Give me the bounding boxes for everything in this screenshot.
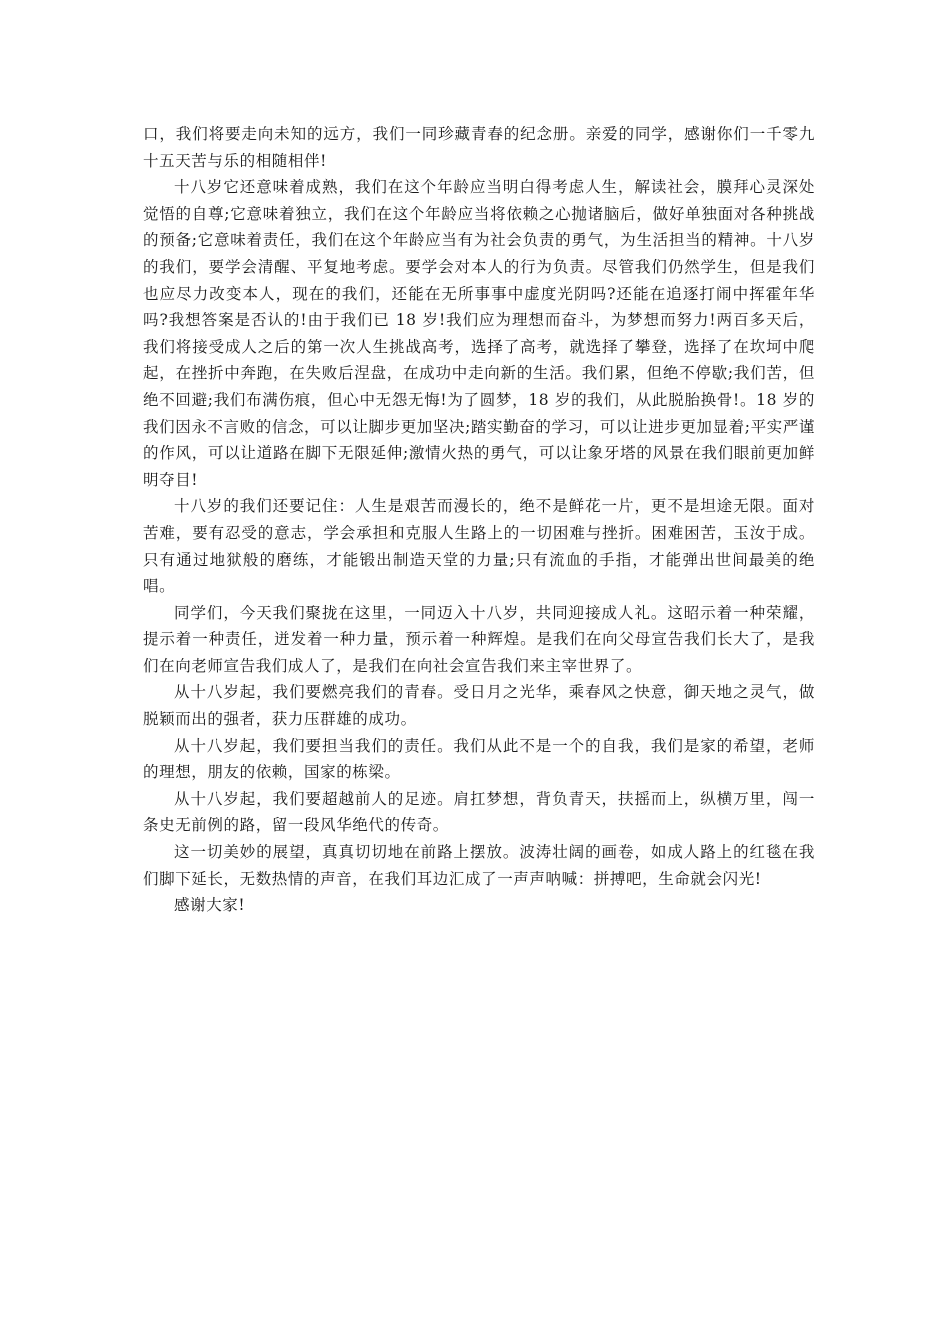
paragraph-maturity: 十八岁它还意味着成熟，我们在这个年龄应当明白得考虑人生，解读社会，膜拜心灵深处觉悟的自尊;它意味着独立，我们在这个年龄应当将依赖之心抛诸脑后，做好单独面对各种挑战的预备;它意味着责任，我们在这个年龄应当有为社会负责的勇气，为生活担当的精神。十八岁的我们，要学会清醒、平复地考虑。要学会对本人的行为负责。尽管我们仍然学生，但是我们也应尽力改变本人，现在的我们，还能在无所事事中虚度光阴吗?还能在追逐打闹中挥霍年华吗?我想答案是否认的!由于我们已 18 岁!我们应为理想而奋斗，为梦想而努力!两百多天后，我们将接受成人之后的第一次人生挑战高考，选择了高考，就选择了攀登，选择了在坎坷中爬起，在挫折中奔跑，在失败后涅盘，在成功中走向新的生活。我们累，但绝不停歇;我们苦，但绝不回避;我们布满伤痕，但心中无怨无悔!为了圆梦，18 岁的我们，从此脱胎换骨!。18 岁的我们因永不言败的信念，可以让脚步更加坚决;踏实勤奋的学习，可以让进步更加显着;平实严谨的作风，可以让道路在脚下无限延伸;激情火热的勇气，可以让象牙塔的风景在我们眼前更加鲜明夺目! — [143, 178, 815, 489]
paragraph-youth: 从十八岁起，我们要燃亮我们的青春。受日月之光华，乘春风之快意，御天地之灵气，做脱颖而出的强者，获力压群雄的成功。 — [143, 683, 815, 729]
paragraph-hardship: 十八岁的我们还要记住：人生是艰苦而漫长的，绝不是鲜花一片，更不是坦途无限。面对苦难，要有忍受的意志，学会承担和克服人生路上的一切困难与挫折。困难困苦，玉汝于成。只有通过地狱般的磨练，才能锻出制造天堂的力量;只有流血的手指，才能弹出世间最美的绝唱。 — [143, 497, 815, 596]
paragraph-continuation: 口，我们将要走向未知的远方，我们一同珍藏青春的纪念册。亲爱的同学，感谢你们一千零九十五天苦与乐的相随相伴! — [143, 125, 815, 170]
document-body — [143, 121, 815, 919]
paragraph-thanks: 感谢大家! — [174, 896, 246, 915]
paragraph-vision: 这一切美妙的展望，真真切切地在前路上摆放。波涛壮阔的画卷，如成人路上的红毯在我们脚下延长，无数热情的声音，在我们耳边汇成了一声声呐喊：拼搏吧，生命就会闪光! — [143, 843, 815, 888]
paragraph-coming-of-age: 同学们，今天我们聚拢在这里，一同迈入十八岁，共同迎接成人礼。这昭示着一种荣耀，提示着一种责任，迸发着一种力量，预示着一种辉煌。是我们在向父母宣告我们长大了，是我们在向老师宣告我们成人了，是我们在向社会宣告我们来主宰世界了。 — [143, 603, 815, 675]
paragraph-responsibility: 从十八岁起，我们要担当我们的责任。我们从此不是一个的自我，我们是家的希望，老师的理想，朋友的依赖，国家的栋梁。 — [143, 736, 815, 782]
paragraph-surpass: 从十八岁起，我们要超越前人的足迹。肩扛梦想，背负青天，扶摇而上，纵横万里，闯一条史无前例的路，留一段风华绝代的传奇。 — [143, 789, 815, 835]
